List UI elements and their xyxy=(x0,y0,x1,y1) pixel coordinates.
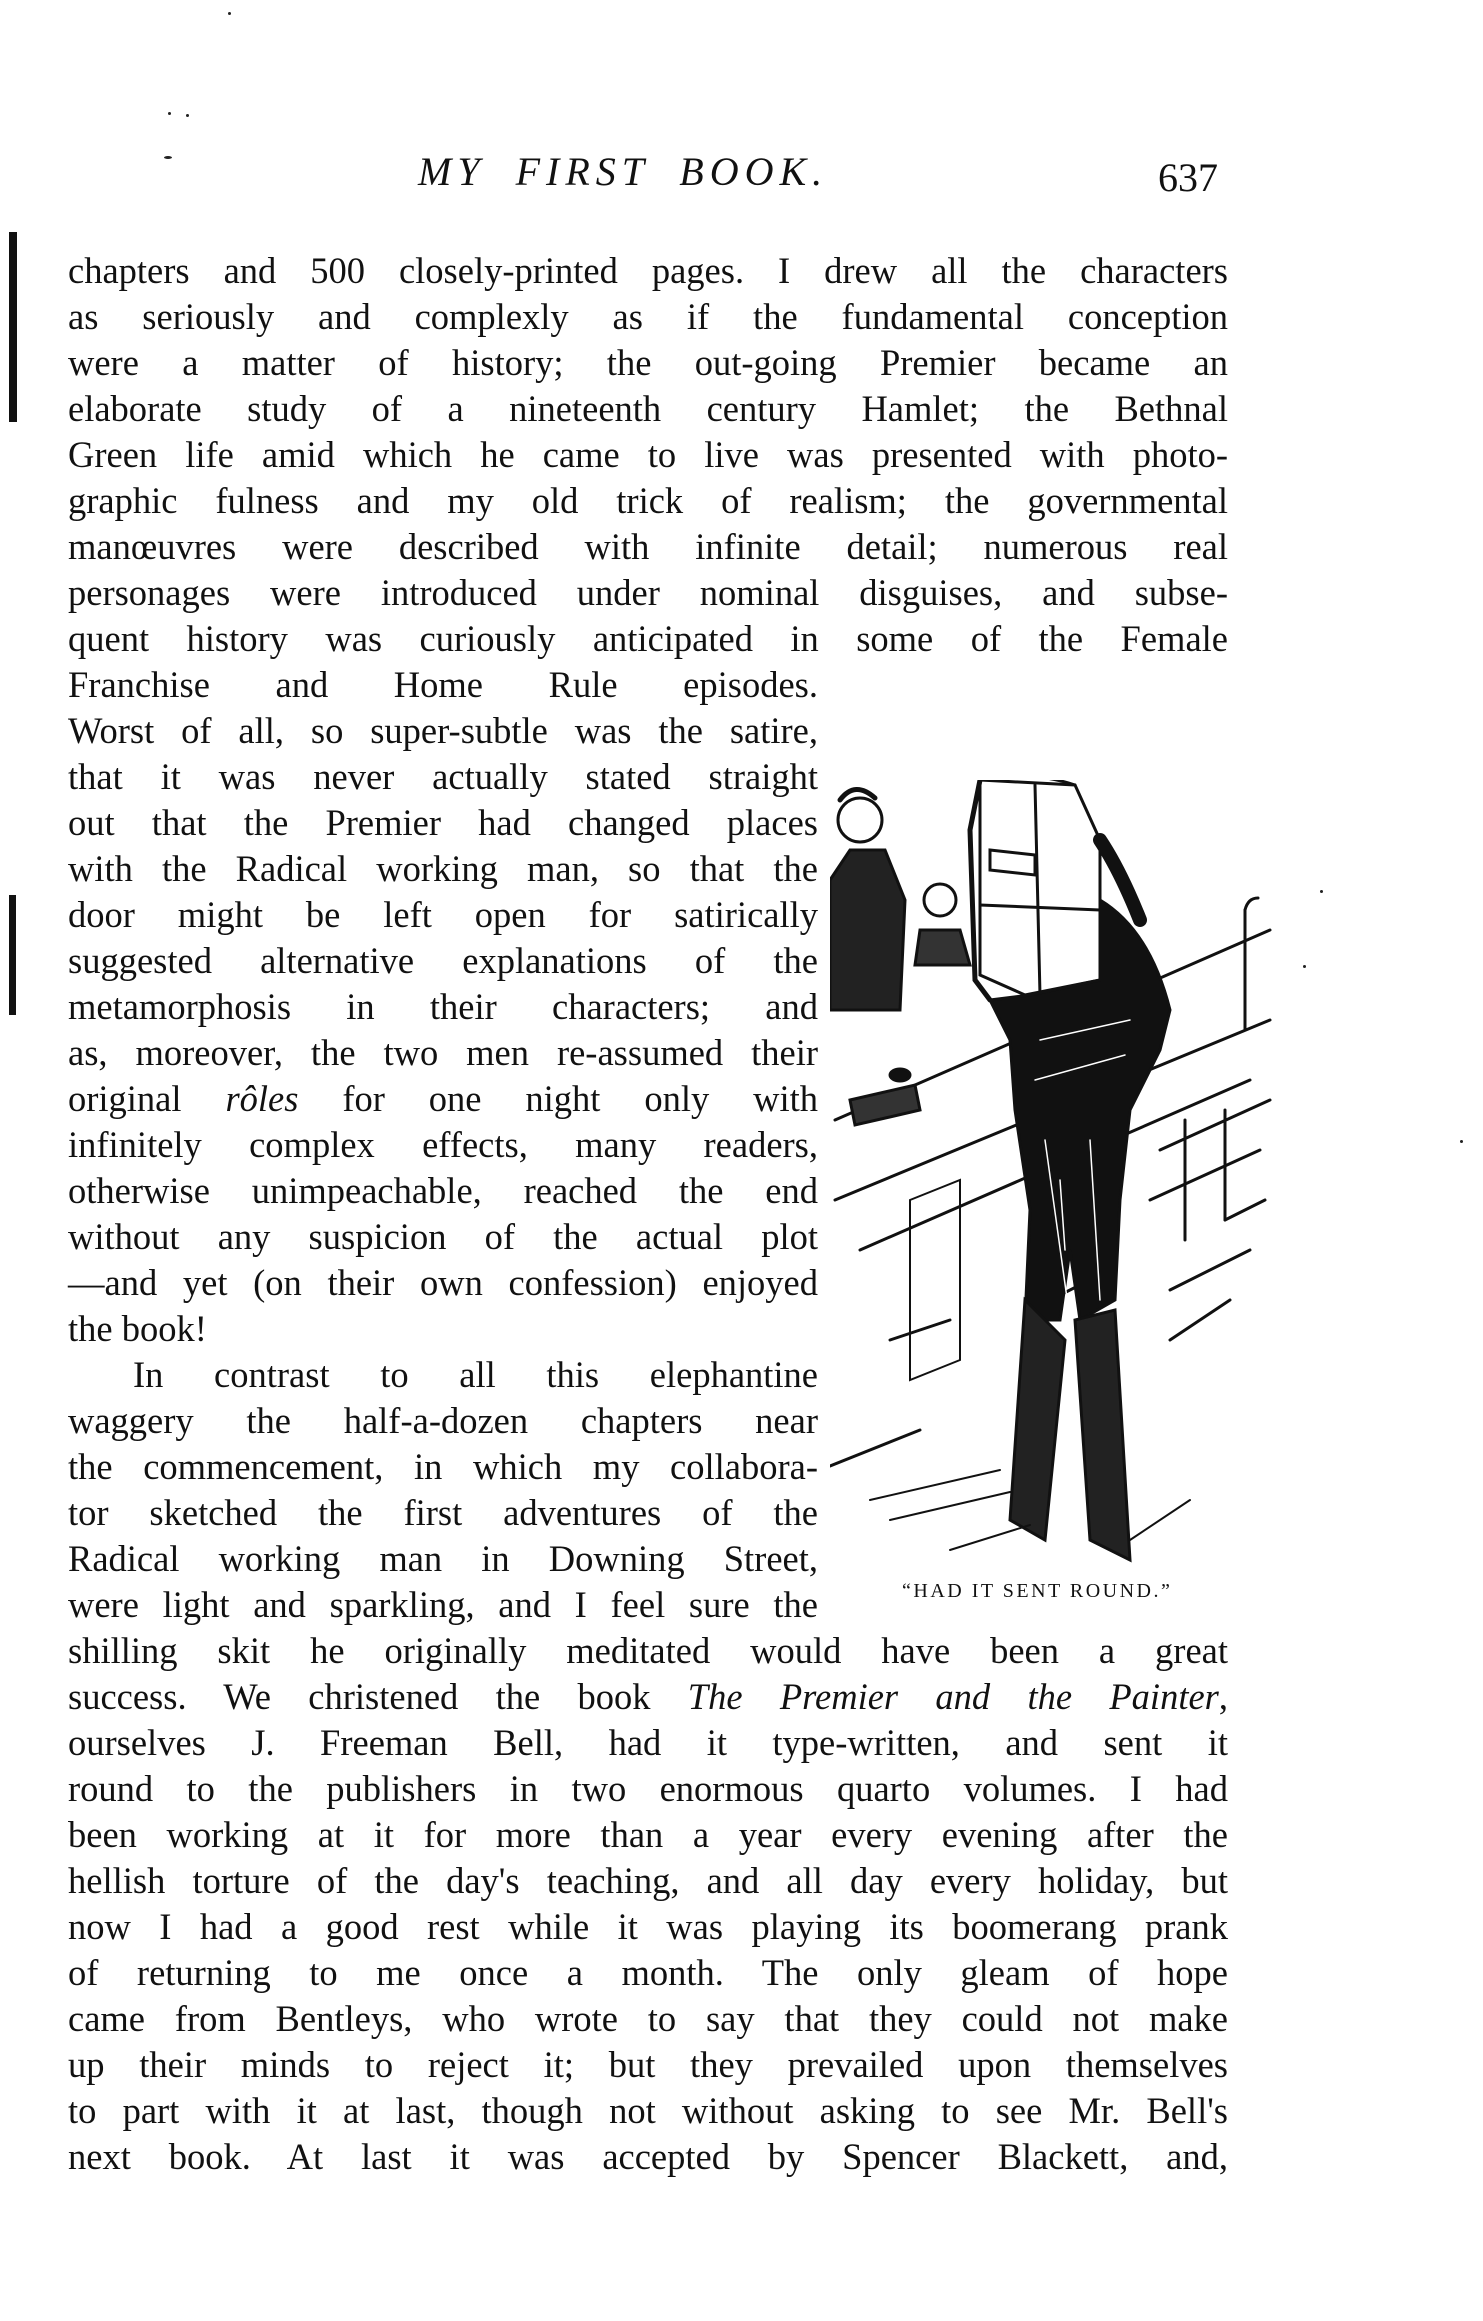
man-carrying-volumes-drawing xyxy=(830,780,1280,1570)
text-line: as, moreover, the two men re-assumed their xyxy=(68,1032,818,1073)
text-line: In contrast to all this elephantine xyxy=(133,1354,818,1395)
text-line: Franchise and Home Rule episodes. xyxy=(68,664,818,705)
book-title: The Premier and the Painter xyxy=(687,1676,1219,1717)
scan-speck xyxy=(168,112,171,115)
page-header xyxy=(0,148,1483,208)
text-segment: for one night only with xyxy=(298,1078,819,1119)
running-title: MY FIRST BOOK. xyxy=(418,149,829,194)
text-line: suggested alternative explanations of the xyxy=(68,940,818,981)
text-line xyxy=(68,1076,818,1122)
text-segment: original xyxy=(68,1078,226,1119)
text-line: without any suspicion of the actual plot xyxy=(68,1216,818,1257)
text-line: Worst of all, so super-subtle was the satire, xyxy=(68,710,818,751)
text-line: the book! xyxy=(68,1308,207,1349)
text-line: hellish torture of the day's teaching, and all day every holiday, but xyxy=(68,1860,1228,1901)
text-line: personages were introduced under nominal disguises, and subse- xyxy=(68,572,1228,613)
text-line: ourselves J. Freeman Bell, had it type-written, and sent it xyxy=(68,1722,1228,1763)
scan-speck xyxy=(1303,965,1306,968)
text-line: otherwise unimpeachable, reached the end xyxy=(68,1170,818,1211)
scan-edge-mark-top xyxy=(9,232,17,422)
text-line: out that the Premier had changed places xyxy=(68,802,818,843)
text-line: tor sketched the first adventures of the xyxy=(68,1492,818,1533)
page-number: 637 xyxy=(1158,155,1218,200)
text-line: elaborate study of a nineteenth century Hamlet; the Bethnal xyxy=(68,388,1228,429)
text-line: shilling skit he originally meditated would have been a great xyxy=(68,1630,1228,1671)
text-line: were light and sparkling, and I feel sure the xyxy=(68,1584,818,1625)
text-line: infinitely complex effects, many readers, xyxy=(68,1124,818,1165)
text-line: up their minds to reject it; but they prevailed upon themselves xyxy=(68,2044,1228,2085)
text-line: manœuvres were described with infinite detail; numerous real xyxy=(68,526,1228,567)
text-line: to part with it at last, though not without asking to see Mr. Bell's xyxy=(68,2090,1228,2131)
scan-speck xyxy=(1320,890,1323,893)
text-line: of returning to me once a month. The only gleam of hope xyxy=(68,1952,1228,1993)
text-line: were a matter of history; the out-going Premier became an xyxy=(68,342,1228,383)
text-line: came from Bentleys, who wrote to say that they could not make xyxy=(68,1998,1228,2039)
illustration xyxy=(830,780,1280,1570)
text-line: graphic fulness and my old trick of realism; the governmental xyxy=(68,480,1228,521)
text-line: chapters and 500 closely-printed pages. I drew all the characters xyxy=(68,250,1228,291)
text-line: waggery the half-a-dozen chapters near xyxy=(68,1400,818,1441)
text-line: Green life amid which he came to live was presented with photo- xyxy=(68,434,1228,475)
text-line: —and yet (on their own confession) enjoyed xyxy=(68,1262,818,1303)
text-line: Radical working man in Downing Street, xyxy=(68,1538,818,1579)
scan-edge-mark-bottom xyxy=(9,895,16,1015)
text-line: been working at it for more than a year every evening after the xyxy=(68,1814,1228,1855)
text-segment: , xyxy=(1218,1676,1228,1717)
text-line: that it was never actually stated straight xyxy=(68,756,818,797)
italic-word: rôles xyxy=(225,1078,299,1119)
text-line: the commencement, in which my collabora- xyxy=(68,1446,818,1487)
scan-speck xyxy=(228,12,231,15)
illustration-caption: “HAD IT SENT ROUND.” xyxy=(902,1580,1173,1602)
text-line: metamorphosis in their characters; and xyxy=(68,986,818,1027)
text-line: with the Radical working man, so that the xyxy=(68,848,818,889)
text-line: quent history was curiously anticipated in some of the Female xyxy=(68,618,1228,659)
text-line xyxy=(68,1674,1228,1720)
text-line: door might be left open for satirically xyxy=(68,894,818,935)
text-segment: success. We christened the book xyxy=(68,1676,688,1717)
text-line: as seriously and complexly as if the fundamental conception xyxy=(68,296,1228,337)
scan-speck xyxy=(1460,1140,1463,1143)
scan-speck xyxy=(186,114,189,117)
text-line: next book. At last it was accepted by Spencer Blackett, and, xyxy=(68,2136,1228,2177)
text-line: round to the publishers in two enormous quarto volumes. I had xyxy=(68,1768,1228,1809)
text-line: now I had a good rest while it was playing its boomerang prank xyxy=(68,1906,1228,1947)
